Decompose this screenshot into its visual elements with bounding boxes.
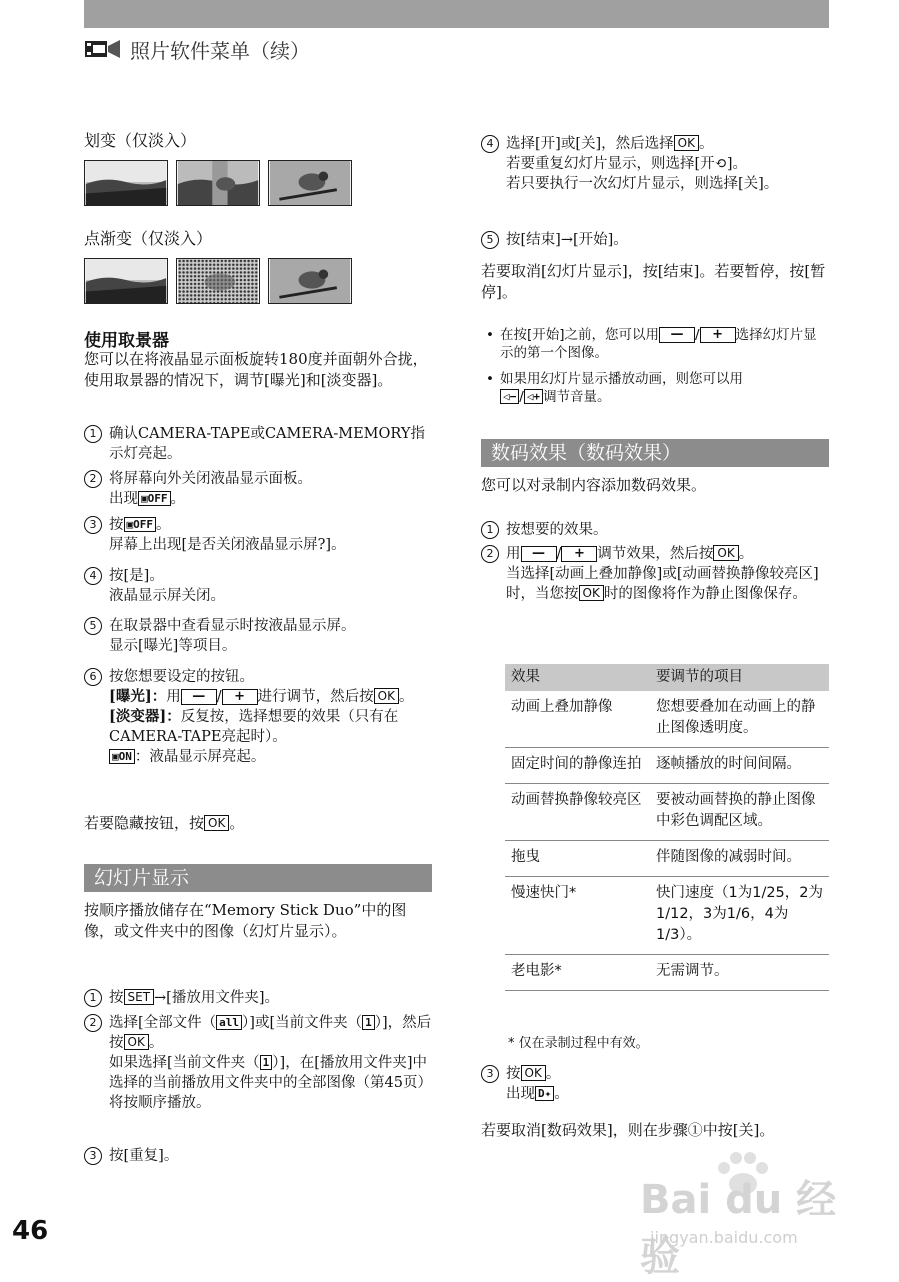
table-footnote: * 仅在录制过程中有效。: [508, 1036, 649, 1051]
baidu-watermark: Bai du 经验 jingyan.baidu.com: [640, 1150, 860, 1260]
top-bar: [84, 0, 829, 28]
table-row: 拖曳 伴随图像的减弱时间。: [505, 841, 829, 877]
digital-effect-heading: 数码效果（数码效果）: [481, 439, 829, 467]
wipe-thumbnails: [84, 160, 352, 206]
vf-step-1: 1 确认CAMERA-TAPE或CAMERA-MEMORY指示灯亮起。: [84, 424, 434, 464]
lcd-on-icon: ▣ON: [109, 749, 135, 764]
ok-button[interactable]: OK: [124, 1034, 149, 1050]
page-header: [84, 34, 310, 64]
all-files-icon: all: [216, 1015, 242, 1030]
hide-buttons-text: 若要隐藏按钮，按 OK 。: [84, 814, 245, 832]
ok-button[interactable]: OK: [374, 688, 399, 704]
ok-button[interactable]: OK: [579, 585, 604, 601]
dot-fade-thumbnails: [84, 258, 352, 304]
col-adjust: 要调节的项目: [650, 664, 829, 691]
ok-button[interactable]: OK: [521, 1065, 546, 1081]
plus-button[interactable]: +: [700, 327, 736, 343]
viewfinder-heading: 使用取景器: [84, 331, 169, 351]
film-menu-icon: [84, 38, 122, 60]
ok-button[interactable]: OK: [204, 815, 229, 831]
ok-button[interactable]: OK: [713, 545, 738, 561]
vf-step-3: 3 按 ▣OFF 。 屏幕上出现[是否关闭液晶显示屏?]。: [84, 515, 434, 555]
slideshow-intro: 按顺序播放储存在“Memory Stick Duo”中的图像，或文件夹中的图像（幻灯片显示）。: [84, 901, 407, 940]
table-row: 老电影* 无需调节。: [505, 955, 829, 991]
wipe-label: 划变（仅淡入）: [84, 131, 197, 150]
vf-step-4: 4 按[是]。 液晶显示屏关闭。: [84, 566, 434, 606]
minus-button[interactable]: —: [521, 546, 557, 562]
vf-step-5: 5 在取景器中查看显示时按液晶显示屏。 显示[曝光]等项目。: [84, 616, 434, 656]
wipe-thumb-3: [268, 160, 352, 206]
minus-button[interactable]: —: [659, 327, 695, 343]
slideshow-heading: 幻灯片显示: [84, 864, 432, 892]
vf-step-2: 2 将屏幕向外关闭液晶显示面板。 出现 ▣OFF 。: [84, 469, 434, 509]
de-step-3: 3 按 OK 。 出现 D✦ 。: [481, 1064, 829, 1104]
de-step-1: 1 按想要的效果。: [481, 520, 829, 540]
table-row: 动画替换静像较亮区 要被动画替换的静止图像中彩色调配区域。: [505, 784, 829, 841]
current-folder-icon: 1: [260, 1055, 273, 1070]
note-volume: • 如果用幻灯片显示播放动画，则您可以用 ◁− / ◁+ 调节音量。: [500, 370, 828, 406]
ok-button[interactable]: OK: [674, 135, 699, 151]
table-header-row: [505, 664, 829, 691]
note-first-image: • 在按[开始]之前，您可以用 — / + 选择幻灯片显示的第一个图像。: [500, 326, 828, 362]
de-step-2: 2 用 — / + 调节效果，然后按 OK 。 当选择[动画上叠加静像]或[动画替换静像较亮区]时，当您按 OK 时的图像将作为静止图像保存。: [481, 544, 829, 604]
dot-thumb-3: [268, 258, 352, 304]
ss-step-2: 2 选择[全部文件（ all ）]或[当前文件夹（ 1 ）]，然后按 OK 。 如果选择[当前文件夹（ 1 ）]，在[播放用文件夹]中选择的当前播放用文件夹中的全部图像（第45页）将按顺序播放。: [84, 1013, 434, 1113]
table-row: 动画上叠加静像 您想要叠加在动画上的静止图像透明度。: [505, 691, 829, 748]
digital-effect-intro: 您可以对录制内容添加数码效果。: [481, 476, 707, 494]
table-row: 固定时间的静像连拍 逐帧播放的时间间隔。: [505, 748, 829, 784]
plus-button[interactable]: +: [561, 546, 597, 562]
lcd-off-icon: ▣OFF: [138, 491, 171, 506]
ss-step-5: 5 按[结束]→[开始]。: [481, 230, 829, 250]
lcd-off-button[interactable]: ▣OFF: [124, 517, 157, 532]
repeat-icon: ⟲: [714, 156, 727, 172]
digital-effect-cancel: 若要取消[数码效果]，则在步骤①中按[关]。: [481, 1121, 775, 1139]
viewfinder-intro: 您可以在将液晶显示面板旋转180度并面朝外合拢，使用取景器的情况下，调节[曝光]和[淡变器]。: [84, 350, 428, 389]
dot-thumb-1: [84, 258, 168, 304]
current-folder-icon: 1: [362, 1015, 375, 1030]
plus-button[interactable]: +: [222, 689, 258, 705]
wipe-thumb-1: [84, 160, 168, 206]
page-number: 46: [12, 1216, 49, 1246]
ss-step-4: 4 选择[开]或[关]，然后选择 OK 。 若要重复幻灯片显示，则选择[开⟲]。 若只要执行一次幻灯片显示，则选择[关]。: [481, 134, 829, 194]
slideshow-cancel: 若要取消[幻灯片显示]，按[结束]。若要暂停，按[暂停]。: [481, 262, 826, 301]
volume-down-button[interactable]: ◁−: [500, 389, 519, 404]
dot-thumb-2: [176, 258, 260, 304]
ss-step-1: 1 按 SET →[播放用文件夹]。: [84, 988, 434, 1008]
wipe-thumb-2: [176, 160, 260, 206]
vf-step-6: 6 按您想要设定的按钮。 [曝光]：用 — / + 进行调节，然后按 OK 。 [淡变器]：反复按，选择想要的效果（只有在CAMERA-TAPE亮起时）。 ▣ON ：液晶显示屏亮起。: [84, 667, 434, 767]
effects-table: [505, 664, 829, 991]
page-title: 照片软件菜单（续）: [130, 38, 310, 63]
set-button[interactable]: SET: [124, 989, 155, 1005]
col-effect: 效果: [505, 664, 650, 691]
ss-step-3: 3 按[重复]。: [84, 1146, 434, 1166]
digital-effect-icon: D✦: [535, 1086, 554, 1101]
dot-fade-label: 点渐变（仅淡入）: [84, 229, 213, 248]
minus-button[interactable]: —: [181, 689, 217, 705]
table-row: 慢速快门* 快门速度（1为1/25，2为1/12，3为1/6，4为1/3）。: [505, 877, 829, 955]
volume-up-button[interactable]: ◁+: [524, 389, 543, 404]
